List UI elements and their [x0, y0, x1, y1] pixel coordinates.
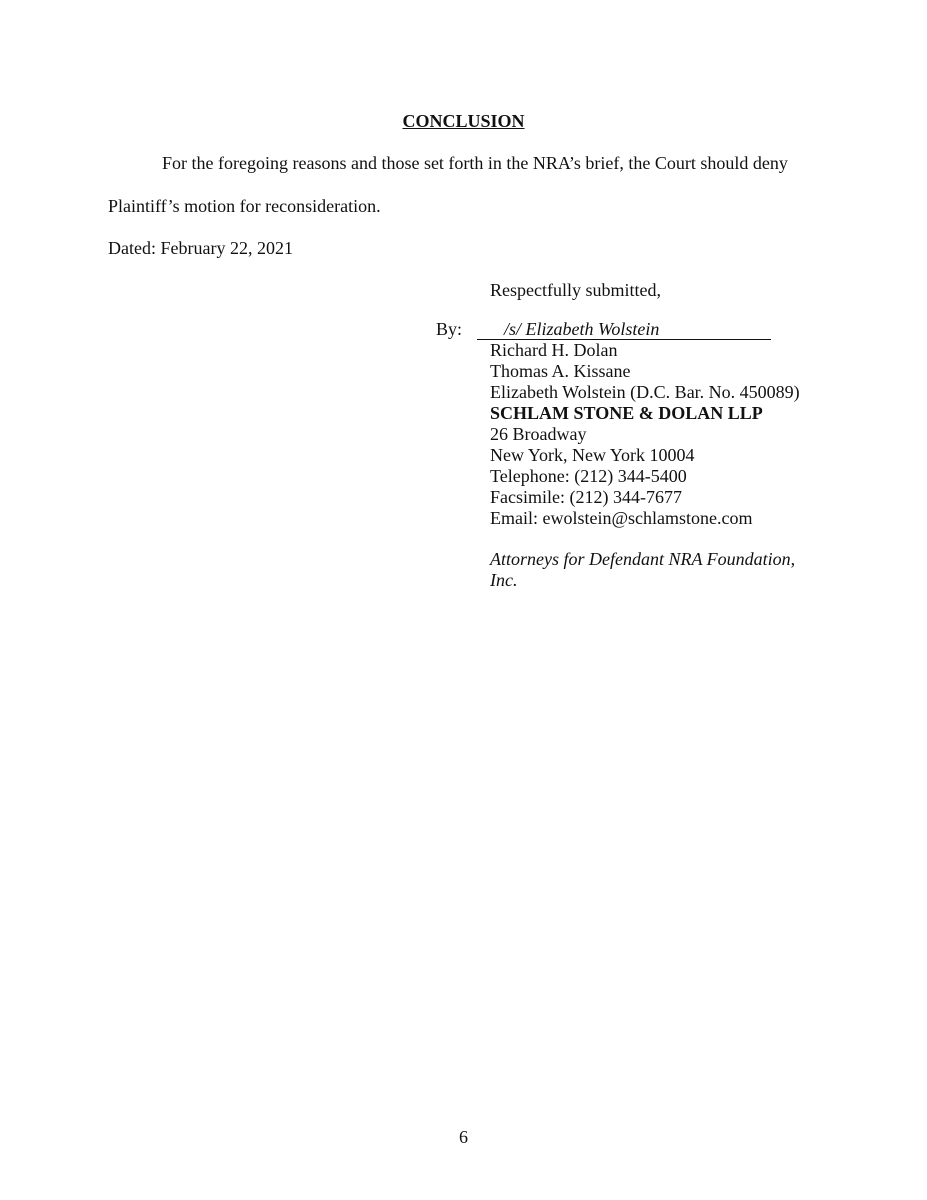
electronic-signature: /s/ Elizabeth Wolstein — [504, 319, 660, 339]
signature-block — [490, 340, 800, 529]
firm-facsimile: Facsimile: (212) 344-7677 — [490, 487, 682, 507]
firm-telephone: Telephone: (212) 344-5400 — [490, 466, 687, 486]
page-number: 6 — [459, 1127, 468, 1147]
firm-street-address: 26 Broadway — [490, 424, 587, 444]
body-text-line-2: Plaintiff’s motion for reconsideration. — [108, 196, 381, 216]
section-heading: CONCLUSION — [402, 111, 525, 131]
attorney-name-dolan: Richard H. Dolan — [490, 340, 618, 360]
body-text-line-1: For the foregoing reasons and those set forth in the NRA’s brief, the Court should deny — [162, 153, 788, 173]
dated-line: Dated: February 22, 2021 — [108, 238, 293, 258]
firm-name: SCHLAM STONE & DOLAN LLP — [490, 403, 763, 423]
closing-text: Respectfully submitted, — [490, 280, 661, 300]
attorney-name-wolstein: Elizabeth Wolstein (D.C. Bar. No. 450089) — [490, 382, 800, 402]
attorney-name-kissane: Thomas A. Kissane — [490, 361, 631, 381]
firm-city-address: New York, New York 10004 — [490, 445, 695, 465]
by-label: By: — [436, 319, 463, 339]
firm-email: Email: ewolstein@schlamstone.com — [490, 508, 753, 528]
signature-line — [477, 319, 771, 340]
attorneys-for-line: Attorneys for Defendant NRA Foundation, Inc. — [490, 549, 796, 590]
